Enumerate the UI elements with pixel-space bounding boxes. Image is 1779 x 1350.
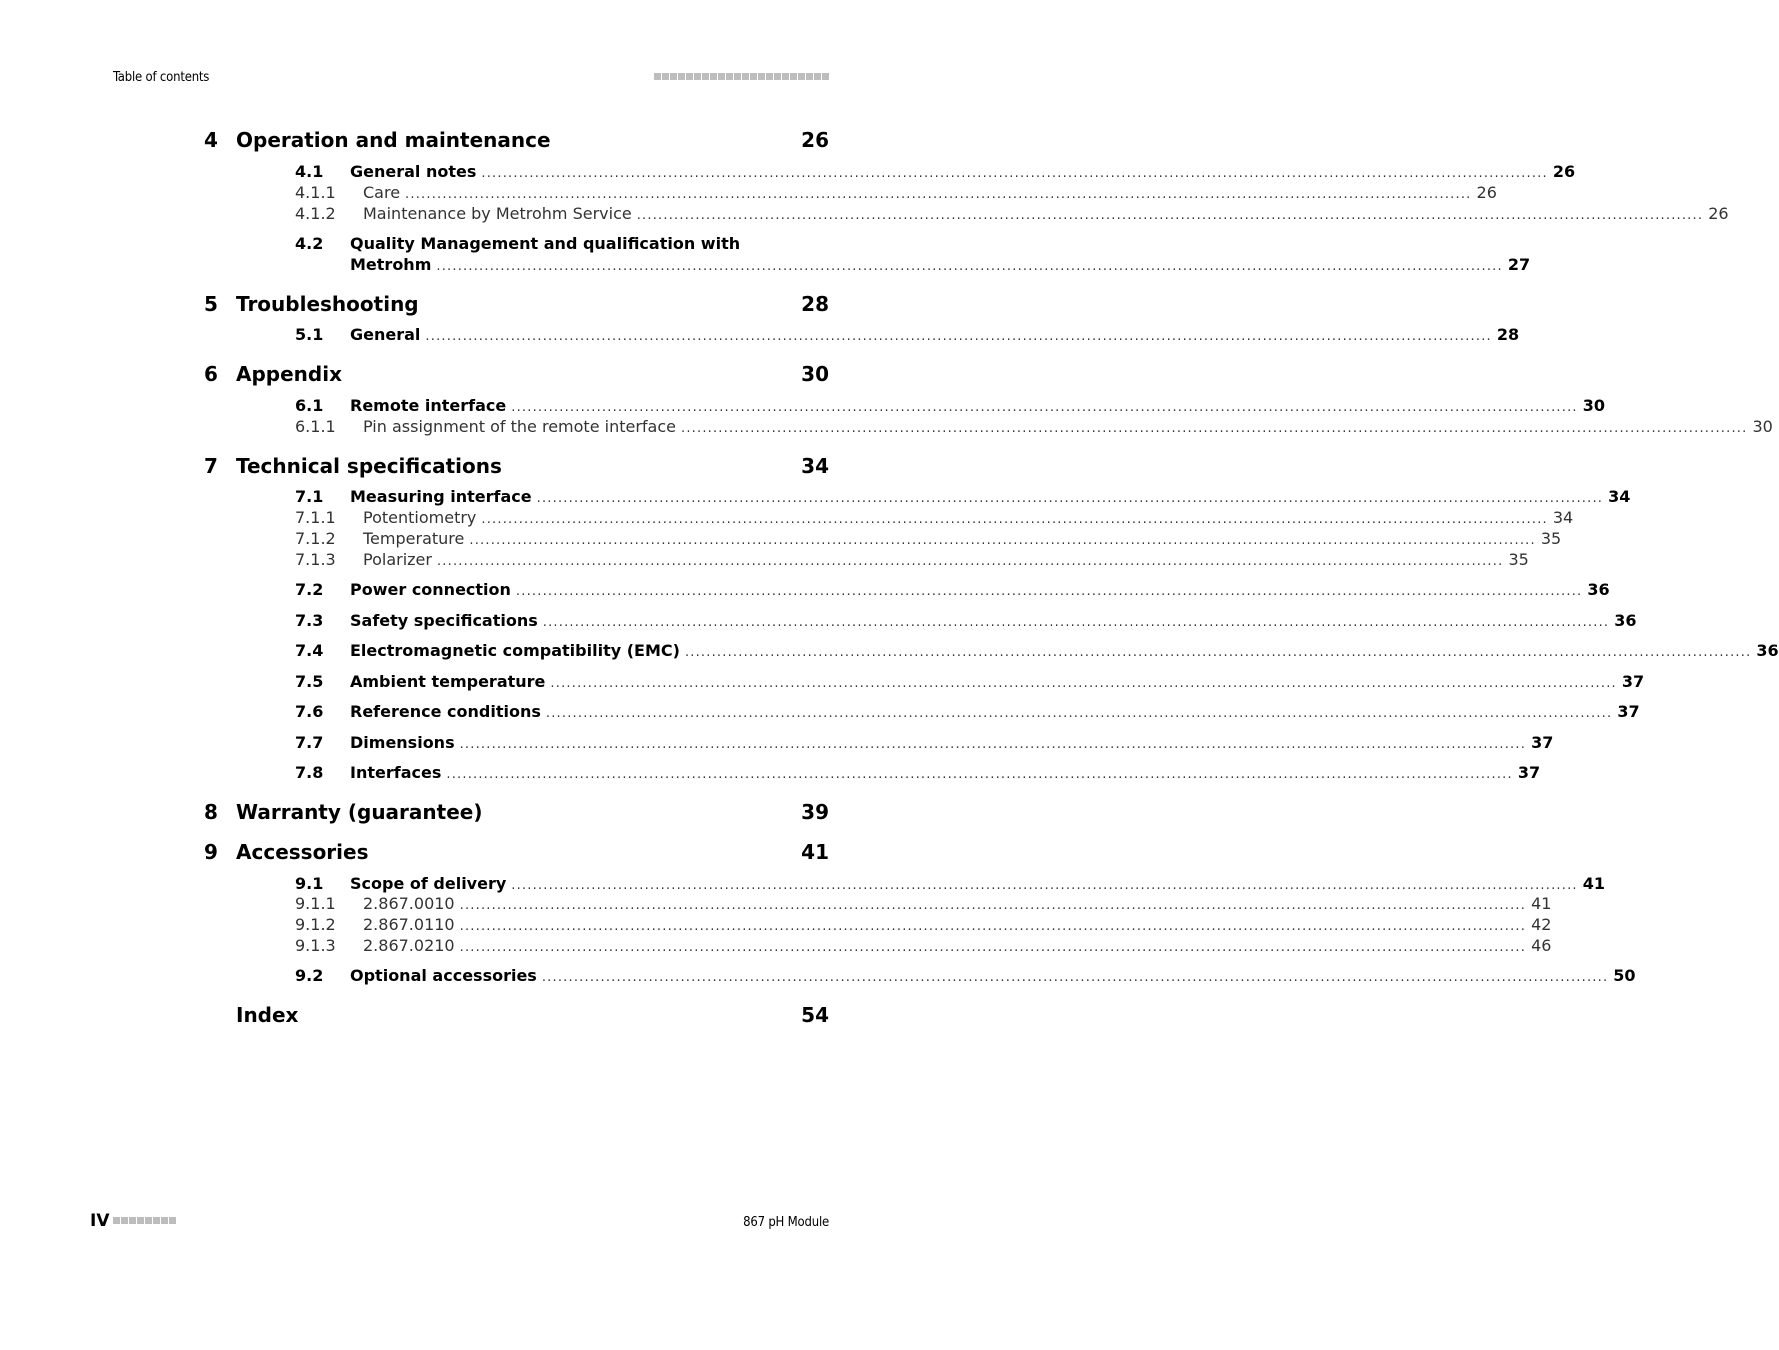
subsection-page: 34 <box>1552 508 1574 527</box>
decorative-square <box>137 1217 144 1224</box>
chapter-number: 9 <box>204 840 218 864</box>
section-title: Scope of delivery <box>350 874 507 893</box>
decorative-square <box>750 73 757 80</box>
subsection-page: 35 <box>1540 529 1562 548</box>
leader-dots: ........................................................................................................................................................................................................ <box>459 898 1527 913</box>
subsection-page: 42 <box>1531 915 1552 934</box>
decorative-square <box>718 73 725 80</box>
subsection-number: 7.1.1 <box>295 508 336 527</box>
section-number: 9.1 <box>295 874 324 893</box>
decorative-square <box>654 73 661 80</box>
section-title: Safety specifications <box>350 611 538 630</box>
section-number: 7.5 <box>295 672 324 691</box>
decorative-square <box>686 73 693 80</box>
chapter-title: Troubleshooting <box>236 292 419 316</box>
leader-dots: ........................................................................................................................................................................................................ <box>542 615 1610 630</box>
subsection-title: Pin assignment of the remote interface <box>363 417 676 436</box>
section-page: 36 <box>1614 611 1637 630</box>
leader-dots: ........................................................................................................................................................................................................ <box>459 919 1527 934</box>
subsection-number: 9.1.1 <box>295 894 336 913</box>
footer-decoration <box>113 1217 176 1224</box>
section-title: Electromagnetic compatibility (EMC) <box>350 641 680 660</box>
section-page: 28 <box>1496 325 1520 344</box>
decorative-square <box>662 73 669 80</box>
section-title: Power connection <box>350 580 511 599</box>
chapter-page: 26 <box>801 128 829 152</box>
decorative-square <box>670 73 677 80</box>
section-number: 7.2 <box>295 580 324 599</box>
subsection-title: Maintenance by Metrohm Service <box>363 204 632 223</box>
decorative-square <box>790 73 797 80</box>
decorative-square <box>806 73 813 80</box>
subsection-number: 9.1.3 <box>295 936 336 955</box>
leader-dots: ........................................................................................................................................................................................................ <box>481 166 1548 181</box>
header-decoration <box>654 73 829 80</box>
subsection-title: Potentiometry <box>363 508 477 527</box>
leader-dots: ........................................................................................................................................................................................................ <box>536 491 1604 506</box>
decorative-square <box>145 1217 152 1224</box>
chapter-page: 28 <box>801 292 829 316</box>
subsection-page: 41 <box>1531 894 1552 913</box>
section-page: 37 <box>1531 733 1554 752</box>
section-title-line1: Quality Management and qualification with <box>350 234 741 253</box>
section-number: 4.2 <box>295 234 324 253</box>
chapter-title: Appendix <box>236 362 342 386</box>
decorative-square <box>121 1217 128 1224</box>
section-page: 37 <box>1621 672 1645 691</box>
subsection-number: 9.1.2 <box>295 915 336 934</box>
leader-dots: ........................................................................................................................................................................................................ <box>405 187 1472 202</box>
chapter-number: 8 <box>204 800 218 824</box>
subsection-page: 26 <box>1476 183 1497 202</box>
decorative-square <box>153 1217 160 1224</box>
decorative-square <box>734 73 741 80</box>
chapter-number: 5 <box>204 292 218 316</box>
decorative-square <box>129 1217 136 1224</box>
section-title: Reference conditions <box>350 702 541 721</box>
decorative-square <box>161 1217 168 1224</box>
decorative-square <box>702 73 709 80</box>
section-title: Optional accessories <box>350 966 537 985</box>
section-title-line2: Metrohm <box>350 255 432 274</box>
subsection-number: 4.1.2 <box>295 204 336 223</box>
subsection-page: 46 <box>1531 936 1552 955</box>
decorative-square <box>726 73 733 80</box>
leader-dots: ........................................................................................................................................................................................................ <box>545 706 1613 721</box>
section-page: 41 <box>1582 874 1606 893</box>
leader-dots: ........................................................................................................................................................................................................ <box>511 400 1578 415</box>
leader-dots: ........................................................................................................................................................................................................ <box>459 737 1527 752</box>
section-title: Measuring interface <box>350 487 532 506</box>
subsection-number: 6.1.1 <box>295 417 336 436</box>
section-title: General notes <box>350 162 477 181</box>
leader-dots: ........................................................................................................................................................................................................ <box>469 533 1536 548</box>
section-page: 37 <box>1517 763 1541 782</box>
section-number: 7.6 <box>295 702 324 721</box>
chapter-title: Index <box>236 1003 299 1027</box>
section-number: 6.1 <box>295 396 324 415</box>
subsection-title: 2.867.0110 <box>363 915 455 934</box>
chapter-page: 30 <box>801 362 829 386</box>
chapter-title: Accessories <box>236 840 369 864</box>
chapter-page: 39 <box>801 800 829 824</box>
decorative-square <box>782 73 789 80</box>
section-title: Dimensions <box>350 733 455 752</box>
header-title: Table of contents <box>113 70 210 85</box>
section-number: 4.1 <box>295 162 324 181</box>
footer-page-number: IV <box>90 1211 110 1231</box>
decorative-square <box>742 73 749 80</box>
decorative-square <box>814 73 821 80</box>
subsection-page: 30 <box>1752 417 1773 436</box>
section-page: 37 <box>1617 702 1640 721</box>
chapter-number: 7 <box>204 454 218 478</box>
leader-dots: ........................................................................................................................................................................................................ <box>636 208 1704 223</box>
leader-dots: ........................................................................................................................................................................................................ <box>515 584 1583 599</box>
chapter-title: Warranty (guarantee) <box>236 800 483 824</box>
decorative-square <box>798 73 805 80</box>
subsection-title: Polarizer <box>363 550 432 569</box>
leader-dots: ........................................................................................................................................................................................................ <box>680 421 1748 436</box>
section-page: 26 <box>1552 162 1576 181</box>
decorative-square <box>710 73 717 80</box>
section-number: 7.8 <box>295 763 324 782</box>
section-number: 7.7 <box>295 733 324 752</box>
section-page: 34 <box>1608 487 1631 506</box>
leader-dots: ........................................................................................................................................................................................................ <box>436 259 1503 274</box>
decorative-square <box>758 73 765 80</box>
section-title: Remote interface <box>350 396 507 415</box>
decorative-square <box>822 73 829 80</box>
leader-dots: ........................................................................................................................................................................................................ <box>459 940 1527 955</box>
chapter-title: Operation and maintenance <box>236 128 551 152</box>
subsection-number: 4.1.1 <box>295 183 336 202</box>
section-page: 36 <box>1756 641 1779 660</box>
section-page: 27 <box>1507 255 1531 274</box>
subsection-number: 7.1.2 <box>295 529 336 548</box>
decorative-square <box>113 1217 120 1224</box>
section-number: 9.2 <box>295 966 324 985</box>
leader-dots: ........................................................................................................................................................................................................ <box>541 970 1609 985</box>
subsection-title: 2.867.0210 <box>363 936 455 955</box>
section-number: 5.1 <box>295 325 324 344</box>
chapter-title: Technical specifications <box>236 454 502 478</box>
leader-dots: ........................................................................................................................................................................................................ <box>446 767 1513 782</box>
decorative-square <box>169 1217 176 1224</box>
leader-dots: ........................................................................................................................................................................................................ <box>511 878 1578 893</box>
leader-dots: ........................................................................................................................................................................................................ <box>684 645 1752 660</box>
section-number: 7.4 <box>295 641 324 660</box>
decorative-square <box>678 73 685 80</box>
decorative-square <box>694 73 701 80</box>
section-page: 50 <box>1613 966 1636 985</box>
leader-dots: ........................................................................................................................................................................................................ <box>436 554 1504 569</box>
chapter-number: 6 <box>204 362 218 386</box>
subsection-title: Care <box>363 183 401 202</box>
chapter-page: 34 <box>801 454 829 478</box>
chapter-page: 54 <box>801 1003 829 1027</box>
decorative-square <box>774 73 781 80</box>
leader-dots: ........................................................................................................................................................................................................ <box>425 329 1492 344</box>
leader-dots: ........................................................................................................................................................................................................ <box>481 512 1548 527</box>
section-number: 7.3 <box>295 611 324 630</box>
subsection-page: 35 <box>1508 550 1529 569</box>
chapter-page: 41 <box>801 840 829 864</box>
subsection-page: 26 <box>1708 204 1729 223</box>
section-title: Ambient temperature <box>350 672 546 691</box>
leader-dots: ........................................................................................................................................................................................................ <box>550 676 1617 691</box>
section-title: General <box>350 325 421 344</box>
footer-product-name: 867 pH Module <box>743 1215 829 1230</box>
section-page: 30 <box>1582 396 1605 415</box>
subsection-number: 7.1.3 <box>295 550 336 569</box>
subsection-title: Temperature <box>363 529 465 548</box>
section-page: 36 <box>1587 580 1610 599</box>
subsection-title: 2.867.0010 <box>363 894 455 913</box>
section-title: Interfaces <box>350 763 442 782</box>
chapter-number: 4 <box>204 128 218 152</box>
section-number: 7.1 <box>295 487 324 506</box>
decorative-square <box>766 73 773 80</box>
